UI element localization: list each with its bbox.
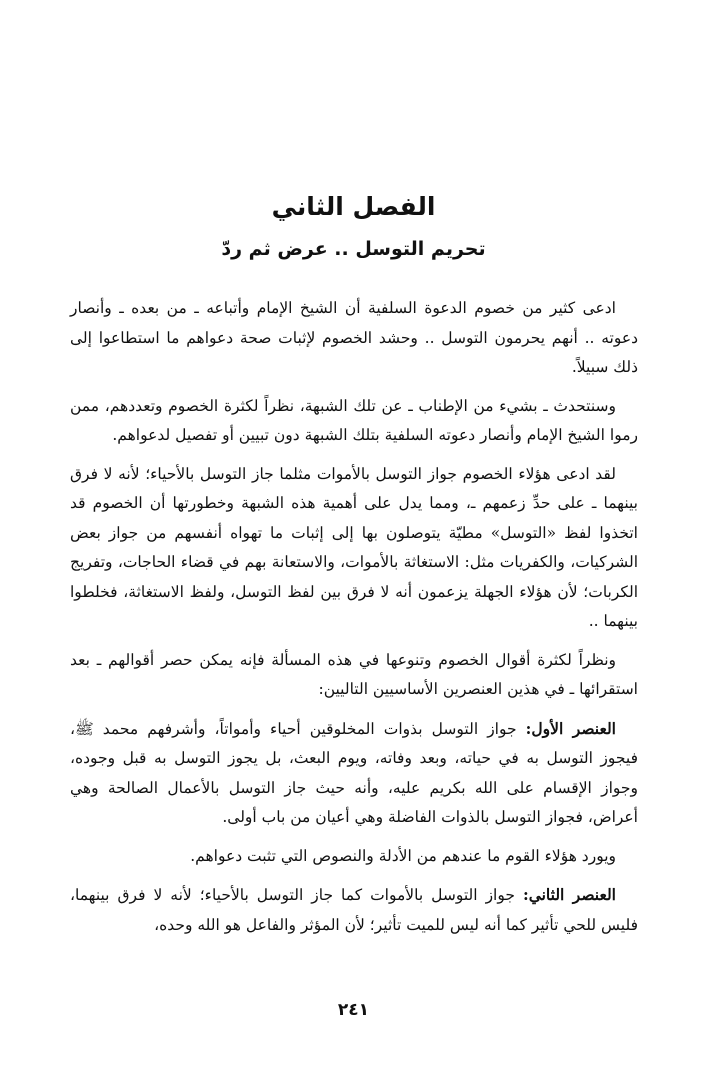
paragraph xyxy=(70,842,638,872)
paragraph-element-one xyxy=(70,714,638,833)
page-number: ٢٤١ xyxy=(337,1000,370,1020)
element-term: العنصر الأول: xyxy=(525,718,616,738)
paragraph-text: ادعى كثير من خصوم الدعوة السلفية أن الشيخ الإمام وأتباعه ـ من بعده ـ وأنصار دعوته .. أنهم يحرمون التوسل .. وحشد الخصوم لإثبات صحة دعواهم ما استطاعوا إلى ذلك سبيلاً. xyxy=(70,299,638,376)
paragraph xyxy=(70,392,638,451)
paragraph-text: جواز التوسل بالأموات كما جاز التوسل بالأحياء؛ لأنه لا فرق بينهما، فليس للحي تأثير كما أنه ليس للميت تأثير؛ لأن المؤثر والفاعل هو الله وحده، xyxy=(70,886,638,934)
body-text xyxy=(70,294,638,949)
paragraph xyxy=(70,460,638,637)
paragraph-text: ويورد هؤلاء القوم ما عندهم من الأدلة والنصوص التي تثبت دعواهم. xyxy=(190,846,616,865)
paragraph xyxy=(70,646,638,705)
paragraph-text: لقد ادعى هؤلاء الخصوم جواز التوسل بالأموات مثلما جاز التوسل بالأحياء؛ لأنه لا فرق بينهما ـ على حدِّ زعمهم ـ، ومما يدل على أهمية هذه الشبهة وخطورتها أن الخصوم قد اتخذوا لفظ «التوسل» مطيّة يتوصلون بها إلى إثبات ما تهواه أنفسهم من جواز بعض الشركيات، والكفريات مثل: الاستغاثة بالأموات، والاستعانة بهم في قضاء الحاجات، وتفريج الكربات؛ لأن هؤلاء الجهلة يزعمون أنه لا فرق بين لفظ التوسل، ولفظ الاستغاثة، فخلطوا بينهما .. xyxy=(70,464,638,630)
chapter-subtitle: تحريم التوسل .. عرض ثم ردّ xyxy=(221,238,486,260)
paragraph-text: وسنتحدث ـ بشيء من الإطناب ـ عن تلك الشبهة، نظراً لكثرة الخصوم وتعددهم، ممن رموا الشيخ الإمام وأنصار دعوته السلفية بتلك الشبهة دون تبيين أو تفصيل لدعواهم. xyxy=(70,396,638,444)
paragraph-element-two xyxy=(70,880,638,940)
element-term: العنصر الثاني: xyxy=(522,885,616,904)
paragraph-text: ونظراً لكثرة أقوال الخصوم وتنوعها في هذه المسألة فإنه يمكن حصر أقوالهم ـ بعد استقرائها ـ في هذين العنصرين الأساسيين التاليين: xyxy=(70,650,638,698)
paragraph-text: جواز التوسل بذوات المخلوقين أحياء وأمواتاً، وأشرفهم محمد ﷺ، فيجوز التوسل به في حياته، وبعد وفاته، ويوم البعث، بل يجوز التوسل به قبل وجوده، وجواز الإقسام على الله بكريم عليه، وأنه حيث جاز التوسل بالأعمال الصالحة وهي أعراض، فجواز التوسل بالذوات الفاضلة وهي أعيان من باب أولى. xyxy=(70,719,638,826)
paragraph xyxy=(70,294,638,383)
chapter-title: الفصل الثاني xyxy=(271,192,436,221)
